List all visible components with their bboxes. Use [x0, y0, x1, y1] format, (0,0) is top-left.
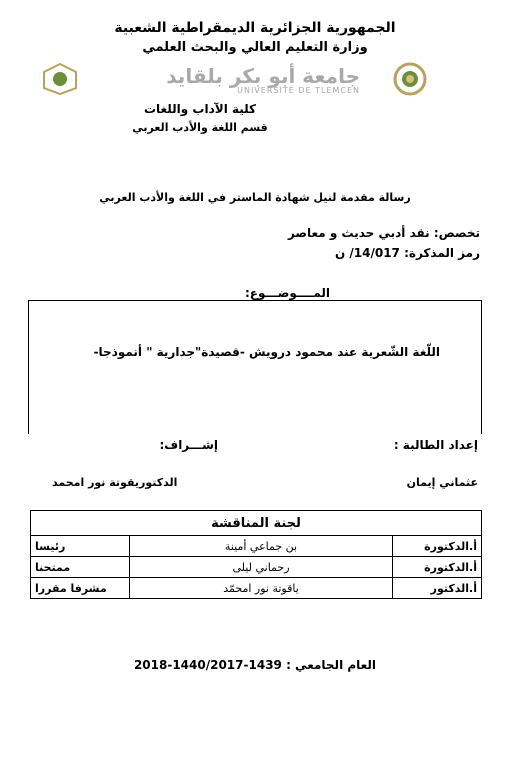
jury-role: مشرفا مقررا [31, 578, 130, 599]
jury-title: لجنة المناقشة [31, 511, 482, 536]
ministry-header: وزارة التعليم العالي والبحث العلمي [142, 40, 368, 55]
subject-box [28, 300, 482, 434]
university-emblem-icon [40, 62, 80, 96]
specialty: تخصص: نقد أدبي حديث و معاصر [287, 226, 480, 240]
jury-rank: أ.الدكتور [393, 578, 482, 599]
jury-rank: أ.الدكتورة [393, 536, 482, 557]
memo-code: رمز المذكرة: 14/017/ ن [334, 246, 480, 260]
supervision-label: إشـــراف: [159, 438, 218, 452]
jury-row [31, 536, 482, 557]
jury-row [31, 578, 482, 599]
republic-header: الجمهورية الجزائرية الديمقراطية الشعبية [114, 20, 396, 36]
thesis-topic: اللّغة الشّعرية عند محمود درويش -قصيدة"جدارية " أنموذجا- [93, 345, 440, 359]
jury-role: رئيسا [31, 536, 130, 557]
thesis-title: رسالة مقدمة لنيل شهادة الماستر في اللغة والأدب العربي [99, 191, 411, 204]
jury-table [30, 510, 482, 599]
subject-label: المــــوضـــوع: [244, 286, 330, 300]
supervisor-name: الدكتوريقوتة نور امحمد [52, 476, 178, 489]
university-logo-row [40, 62, 470, 98]
prepared-by-label: إعداد الطالبة : [393, 438, 478, 452]
university-name-fr: UNIVERSITÉ DE TLEMCEN [237, 86, 360, 95]
academic-year: العام الجامعي : 1439-1440/2017-2018 [133, 658, 377, 672]
jury-role: ممتحنا [31, 557, 130, 578]
jury-member-name: بن جماعي أمينة [130, 536, 393, 557]
jury-row [31, 557, 482, 578]
university-name-ar: جامعة أبو بكر بلقايد [166, 64, 360, 88]
jury-member-name: رحماني ليلى [130, 557, 393, 578]
university-seal-icon [390, 62, 430, 96]
jury-rank: أ.الدكتورة [393, 557, 482, 578]
faculty-name: كلية الآداب واللغات [143, 102, 257, 116]
jury-member-name: ياقوتة نور امحمّد [130, 578, 393, 599]
department-name: قسم اللغة والأدب العربي [132, 121, 268, 134]
student-name: عثماني إيمان [406, 476, 478, 489]
